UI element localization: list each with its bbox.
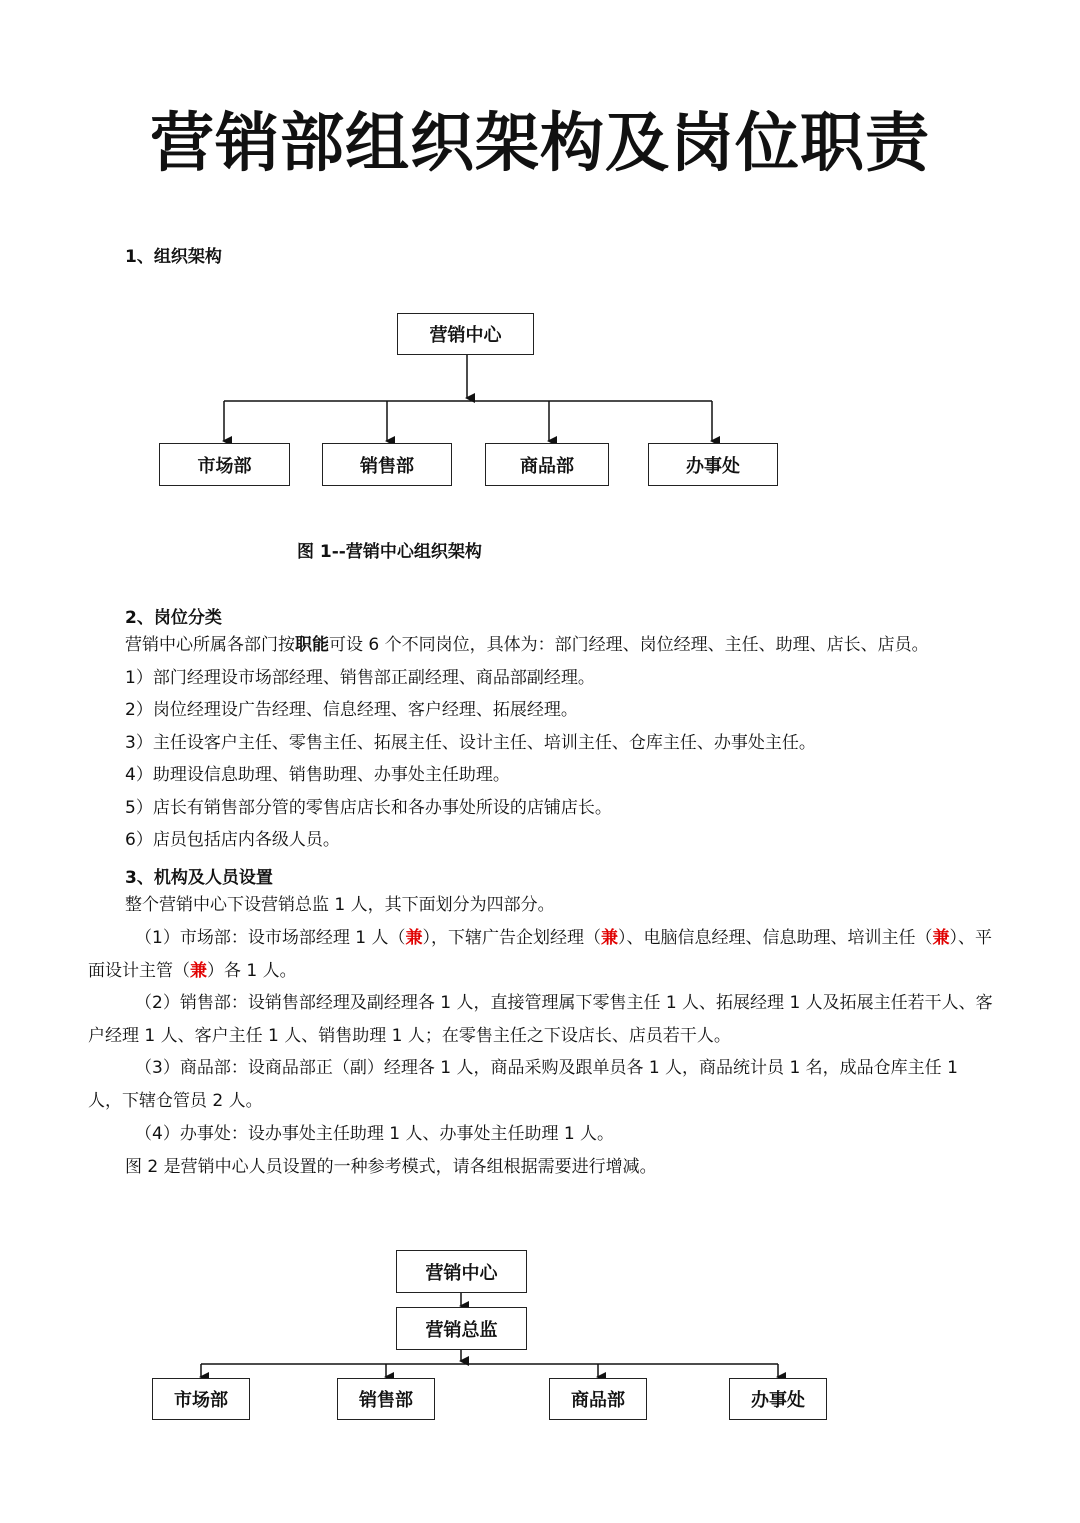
org2-node-marketing-director: 营销总监: [396, 1307, 527, 1350]
staffing-office: （4）办事处：设办事处主任助理 1 人、办事处主任助理 1 人。: [135, 1124, 615, 1144]
org2-node-sales-dept: 销售部: [337, 1378, 435, 1420]
position-item: 1）部门经理设市场部经理、销售部正副经理、商品部副经理。: [125, 668, 595, 688]
page-title: 营销部组织架构及岗位职责: [150, 107, 930, 181]
section-heading-staffing: 3、机构及人员设置: [125, 868, 273, 888]
staffing-intro: 整个营销中心下设营销总监 1 人，其下面划分为四部分。: [125, 895, 555, 915]
section-heading-structure: 1、组织架构: [125, 247, 222, 267]
org1-node-sales-dept: 销售部: [322, 443, 452, 486]
org1-node-product-dept: 商品部: [485, 443, 609, 486]
section-heading-positions: 2、岗位分类: [125, 608, 222, 628]
position-item: 5）店长有销售部分管的零售店店长和各办事处所设的店铺店长。: [125, 798, 612, 818]
staffing-sales-dept: （2）销售部：设销售部经理及副经理各 1 人，直接管理属下零售主任 1 人、拓展经理 1 人及拓展主任若干人、客户经理 1 人、客户主任 1 人、销售助理 1 人；在零售主任之下设店长、店员若干人。: [88, 993, 993, 1046]
org2-node-office: 办事处: [729, 1378, 827, 1420]
positions-intro: 营销中心所属各部门按职能可设 6 个不同岗位，具体为：部门经理、岗位经理、主任、助理、店长、店员。: [125, 635, 929, 655]
org1-node-market-dept: 市场部: [159, 443, 290, 486]
position-item: 6）店员包括店内各级人员。: [125, 830, 340, 850]
position-item: 3）主任设客户主任、零售主任、拓展主任、设计主任、培训主任、仓库主任、办事处主任。: [125, 733, 816, 753]
org1-node-office: 办事处: [648, 443, 778, 486]
position-item: 2）岗位经理设广告经理、信息经理、客户经理、拓展经理。: [125, 700, 578, 720]
position-item: 4）助理设信息助理、销售助理、办事处主任助理。: [125, 765, 510, 785]
staffing-product-dept: （3）商品部：设商品部正（副）经理各 1 人，商品采购及跟单员各 1 人，商品统计员 1 名，成品仓库主任 1 人，下辖仓管员 2 人。: [88, 1058, 958, 1111]
org2-node-market-dept: 市场部: [152, 1378, 250, 1420]
org2-node-marketing-center: 营销中心: [396, 1250, 527, 1293]
org1-node-marketing-center: 营销中心: [397, 313, 534, 355]
staffing-market-dept: （1）市场部：设市场部经理 1 人（兼），下辖广告企划经理（兼）、电脑信息经理、信息助理、培训主任（兼）、平面设计主管（兼）各 1 人。: [88, 928, 992, 981]
figure-2-note: 图 2 是营销中心人员设置的一种参考模式，请各组根据需要进行增减。: [125, 1157, 657, 1177]
org2-node-product-dept: 商品部: [549, 1378, 647, 1420]
figure-1-caption: 图 1--营销中心组织架构: [297, 542, 482, 562]
